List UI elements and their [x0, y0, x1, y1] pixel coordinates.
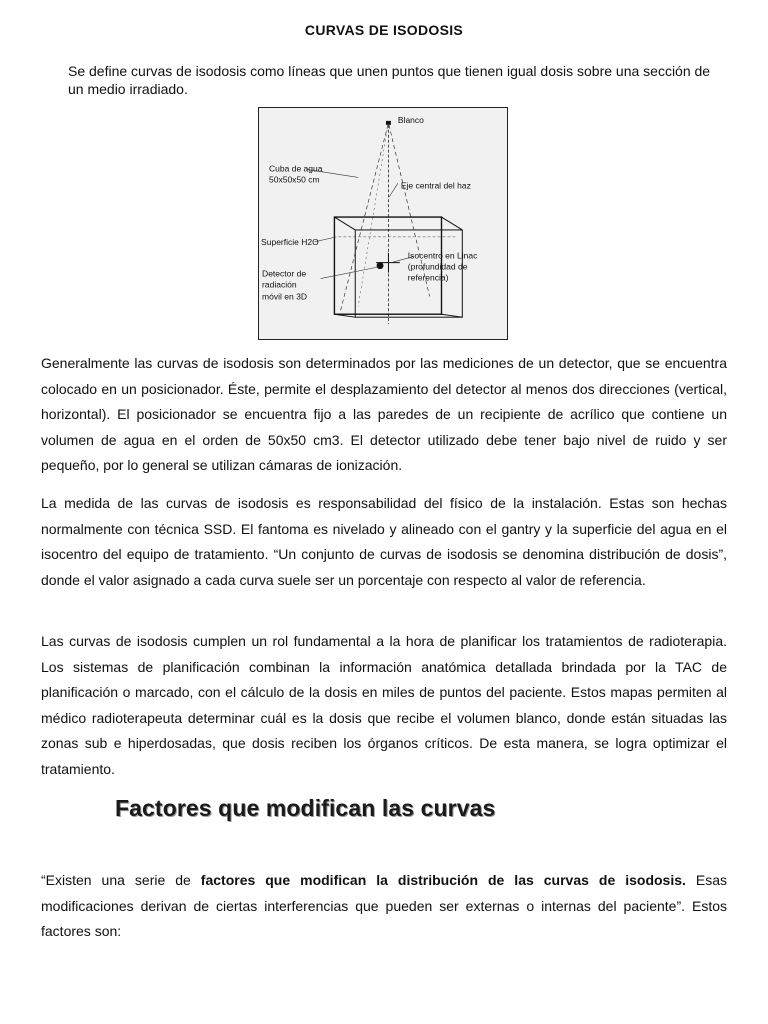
label-detector-2: radiación: [262, 279, 297, 290]
isocenter-marker: [376, 253, 400, 273]
isodose-measurement-diagram: [258, 107, 508, 340]
factors-intro-bold: factores que modifican la distribución de las curvas de isodosis.: [200, 872, 686, 888]
label-detector-3: móvil en 3D: [262, 291, 308, 302]
label-isocentro-1: Isocentro en Linac: [407, 250, 478, 261]
label-isocentro-3: referencia): [407, 272, 449, 283]
paragraph-measurement: La medida de las curvas de isodosis es responsabilidad del físico de la instalación. Estas son hechas normalmente con técnica SSD. El fantoma es nivelado y alineado con el gantry y la superficie del agua en el isocentro del equipo de tratamiento. “Un conjunto de curvas de isodosis se denomina distribución de dosis”, donde el valor asignado a cada curva suele ser un porcentaje con respecto al valor de referencia.: [41, 495, 727, 588]
factors-intro-end: Esas modificaciones derivan de ciertas interferencias que pueden ser externas o internas del paciente”. Estos factores son:: [41, 872, 728, 939]
label-cuba-1: Cuba de agua: [268, 163, 323, 174]
label-blanco: Blanco: [397, 114, 424, 125]
definition-text: Se define curvas de isodosis como líneas que unen puntos que tienen igual dosis sobre una sección de un medio irradiado.: [68, 63, 711, 97]
label-detector-1: Detector de: [262, 268, 307, 279]
page-title: CURVAS DE ISODOSIS: [304, 22, 464, 38]
label-eje: Eje central del haz: [400, 180, 471, 191]
label-isocentro-2: (profundidad de: [407, 261, 468, 272]
section-heading: Factores que modifican las curvas: [115, 795, 496, 821]
source-point: [386, 121, 391, 125]
factors-intro-start: “Existen una serie de: [41, 872, 201, 888]
paragraph-planning: Las curvas de isodosis cumplen un rol fundamental a la hora de planificar los tratamientos de radioterapia. Los sistemas de planificación combinan la información anatómica detallada brindada por la TAC de planificación o marcado, con el cálculo de la dosis en miles de puntos del paciente. Estos mapas permiten al médico radioterapeuta determinar cuál es la dosis que recibe el volumen blanco, donde están situadas las zonas sub e hiperdosadas, que dosis reciben los órganos críticos. De esta manera, se logra optimizar el tratamiento.: [41, 633, 727, 777]
label-superficie: Superficie H2O: [261, 236, 319, 247]
label-cuba-2: 50x50x50 cm: [268, 174, 320, 185]
paragraph-detector: Generalmente las curvas de isodosis son determinados por las mediciones de un detector, que se encuentra colocado en un posicionador. Éste, permite el desplazamiento del detector al menos dos direcciones (vertical, horizontal). El posicionador se encuentra fijo a las paredes de un recipiente de acrílico que contiene un volumen de agua en el orden de 50x50 cm3. El detector utilizado debe tener bajo nivel de ruido y ser pequeño, por lo general se utilizan cámaras de ionización.: [41, 355, 727, 473]
paragraph-factors-intro: [41, 868, 727, 945]
